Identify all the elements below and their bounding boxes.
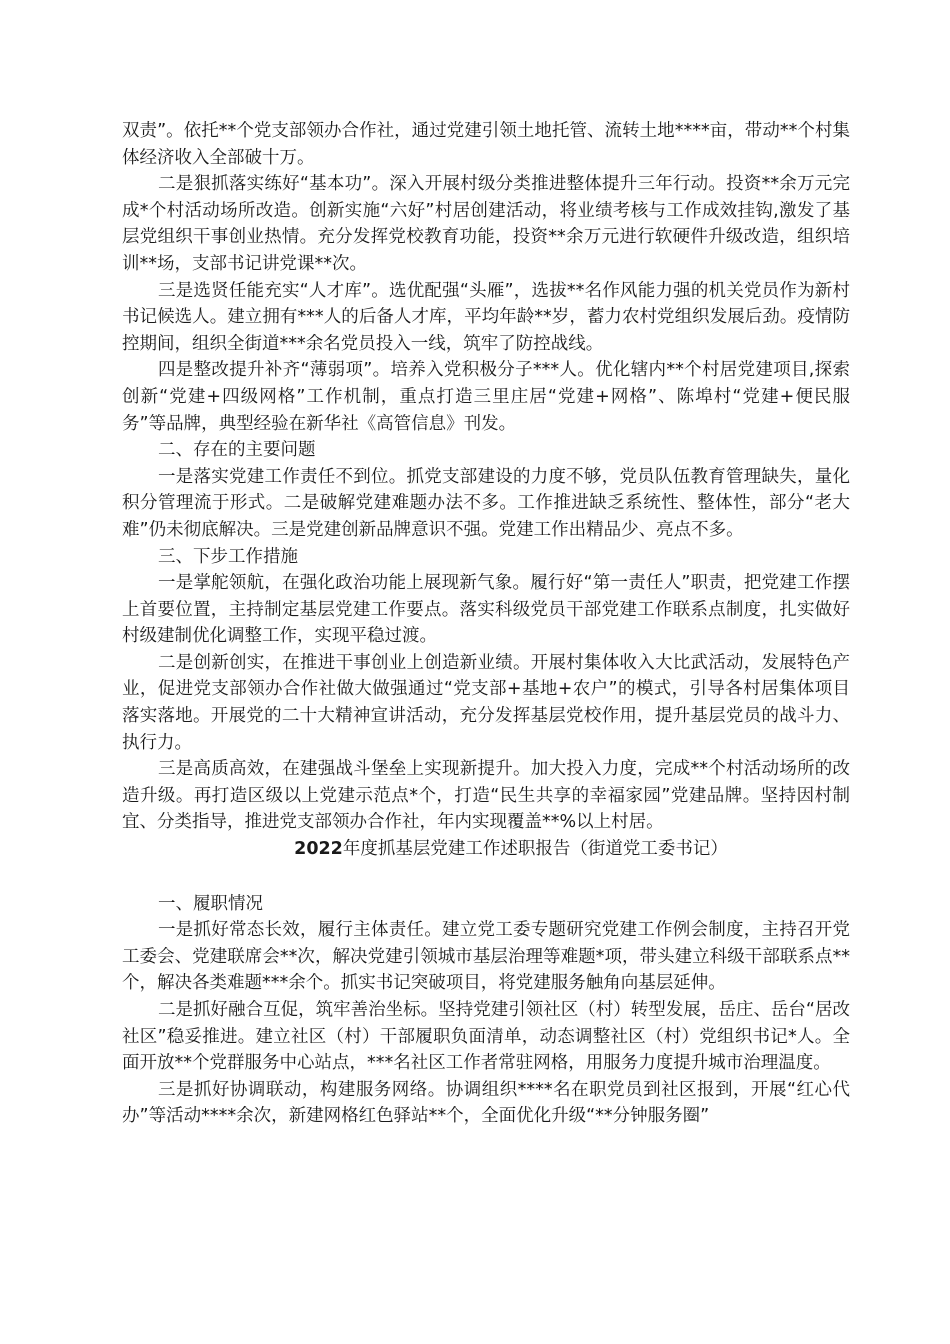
document-page <box>122 118 850 1130</box>
report-title-text: 年度抓基层党建工作述职报告（街道党工委书记） <box>342 839 728 860</box>
section-heading: 二、存在的主要问题 <box>158 440 316 461</box>
paragraph: 三是抓好协调联动，构建服务网络。协调组织****名在职党员到社区报到，开展“红心代办”等活动****余次，新建网格红色驿站**个，全面优化升级“**分钟服务圈” <box>122 1079 850 1127</box>
paragraph: 一是抓好常态长效，履行主体责任。建立党工委专题研究党建工作例会制度，主持召开党工委会、党建联席会**次，解决党建引领城市基层治理等难题*项，带头建立科级干部联系点**个，解决各类难题***余个。抓实书记突破项目，将党建服务触角向基层延伸。 <box>122 920 850 994</box>
section-heading: 一、履职情况 <box>158 893 263 914</box>
paragraph: 二是抓好融合互促，筑牢善治坐标。坚持党建引领社区（村）转型发展，岳庄、岳台“居改社区”稳妥推进。建立社区（村）干部履职负面清单，动态调整社区（村）党组织书记*人。全面开放**个党群服务中心站点，***名社区工作者常驻网格，用服务力度提升城市治理温度。 <box>122 1000 850 1074</box>
paragraph: 一是掌舵领航，在强化政治功能上展现新气象。履行好“第一责任人”职责，把党建工作摆上首要位置，主持制定基层党建工作要点。落实科级党员干部党建工作联系点制度，扎实做好村级建制优化调整工作，实现平稳过渡。 <box>122 573 850 647</box>
report-title-year: 2022 <box>294 839 343 860</box>
paragraph: 一是落实党建工作责任不到位。抓党支部建设的力度不够，党员队伍教育管理缺失，量化积分管理流于形式。二是破解党建难题办法不多。工作推进缺乏系统性、整体性，部分“老大难”仍未彻底解决。三是党建创新品牌意识不强。党建工作出精品少、亮点不多。 <box>122 466 850 540</box>
paragraph: 双责”。依托**个党支部领办合作社，通过党建引领土地托管、流转土地****亩，带动**个村集体经济收入全部破十万。 <box>122 121 850 168</box>
paragraph: 二是狠抓落实练好“基本功”。深入开展村级分类推进整体提升三年行动。投资**余万元完成*个村活动场所改造。创新实施“六好”村居创建活动，将业绩考核与工作成效挂钩,激发了基层党组织干事创业热情。充分发挥党校教育功能，投资**余万元进行软硬件升级改造，组织培训**场，支部书记讲党课**次。 <box>122 174 850 274</box>
spacer <box>122 863 850 891</box>
paragraph: 三是高质高效，在建强战斗堡垒上实现新提升。加大投入力度，完成**个村活动场所的改造升级。再打造区级以上党建示范点*个，打造“民生共享的幸福家园”党建品牌。坚持因村制宜、分类指导，推进党支部领办合作社，年内实现覆盖**%以上村居。 <box>122 759 850 833</box>
paragraph: 四是整改提升补齐“薄弱项”。培养入党积极分子***人。优化辖内**个村居党建项目,探索创新“党建+四级网格”工作机制，重点打造三里庄居“党建+网格”、陈埠村“党建+便民服务”等品牌，典型经验在新华社《高管信息》刊发。 <box>122 360 850 434</box>
paragraph: 二是创新创实，在推进干事创业上创造新业绩。开展村集体收入大比武活动，发展特色产业，促进党支部领办合作社做大做强通过“党支部+基地+农户”的模式，引导各村居集体项目落实落地。开展党的二十大精神宣讲活动，充分发挥基层党校作用，提升基层党员的战斗力、执行力。 <box>122 652 850 753</box>
paragraph: 三是选贤任能充实“人才库”。选优配强“头雁”，选拔**名作风能力强的机关党员作为新村书记候选人。建立拥有***人的后备人才库，平均年龄**岁，蓄力农村党组织发展后劲。疫情防控期间，组织全街道***余名党员投入一线，筑牢了防控战线。 <box>122 280 850 354</box>
section-heading: 三、下步工作措施 <box>158 546 298 567</box>
report-title <box>122 836 850 863</box>
